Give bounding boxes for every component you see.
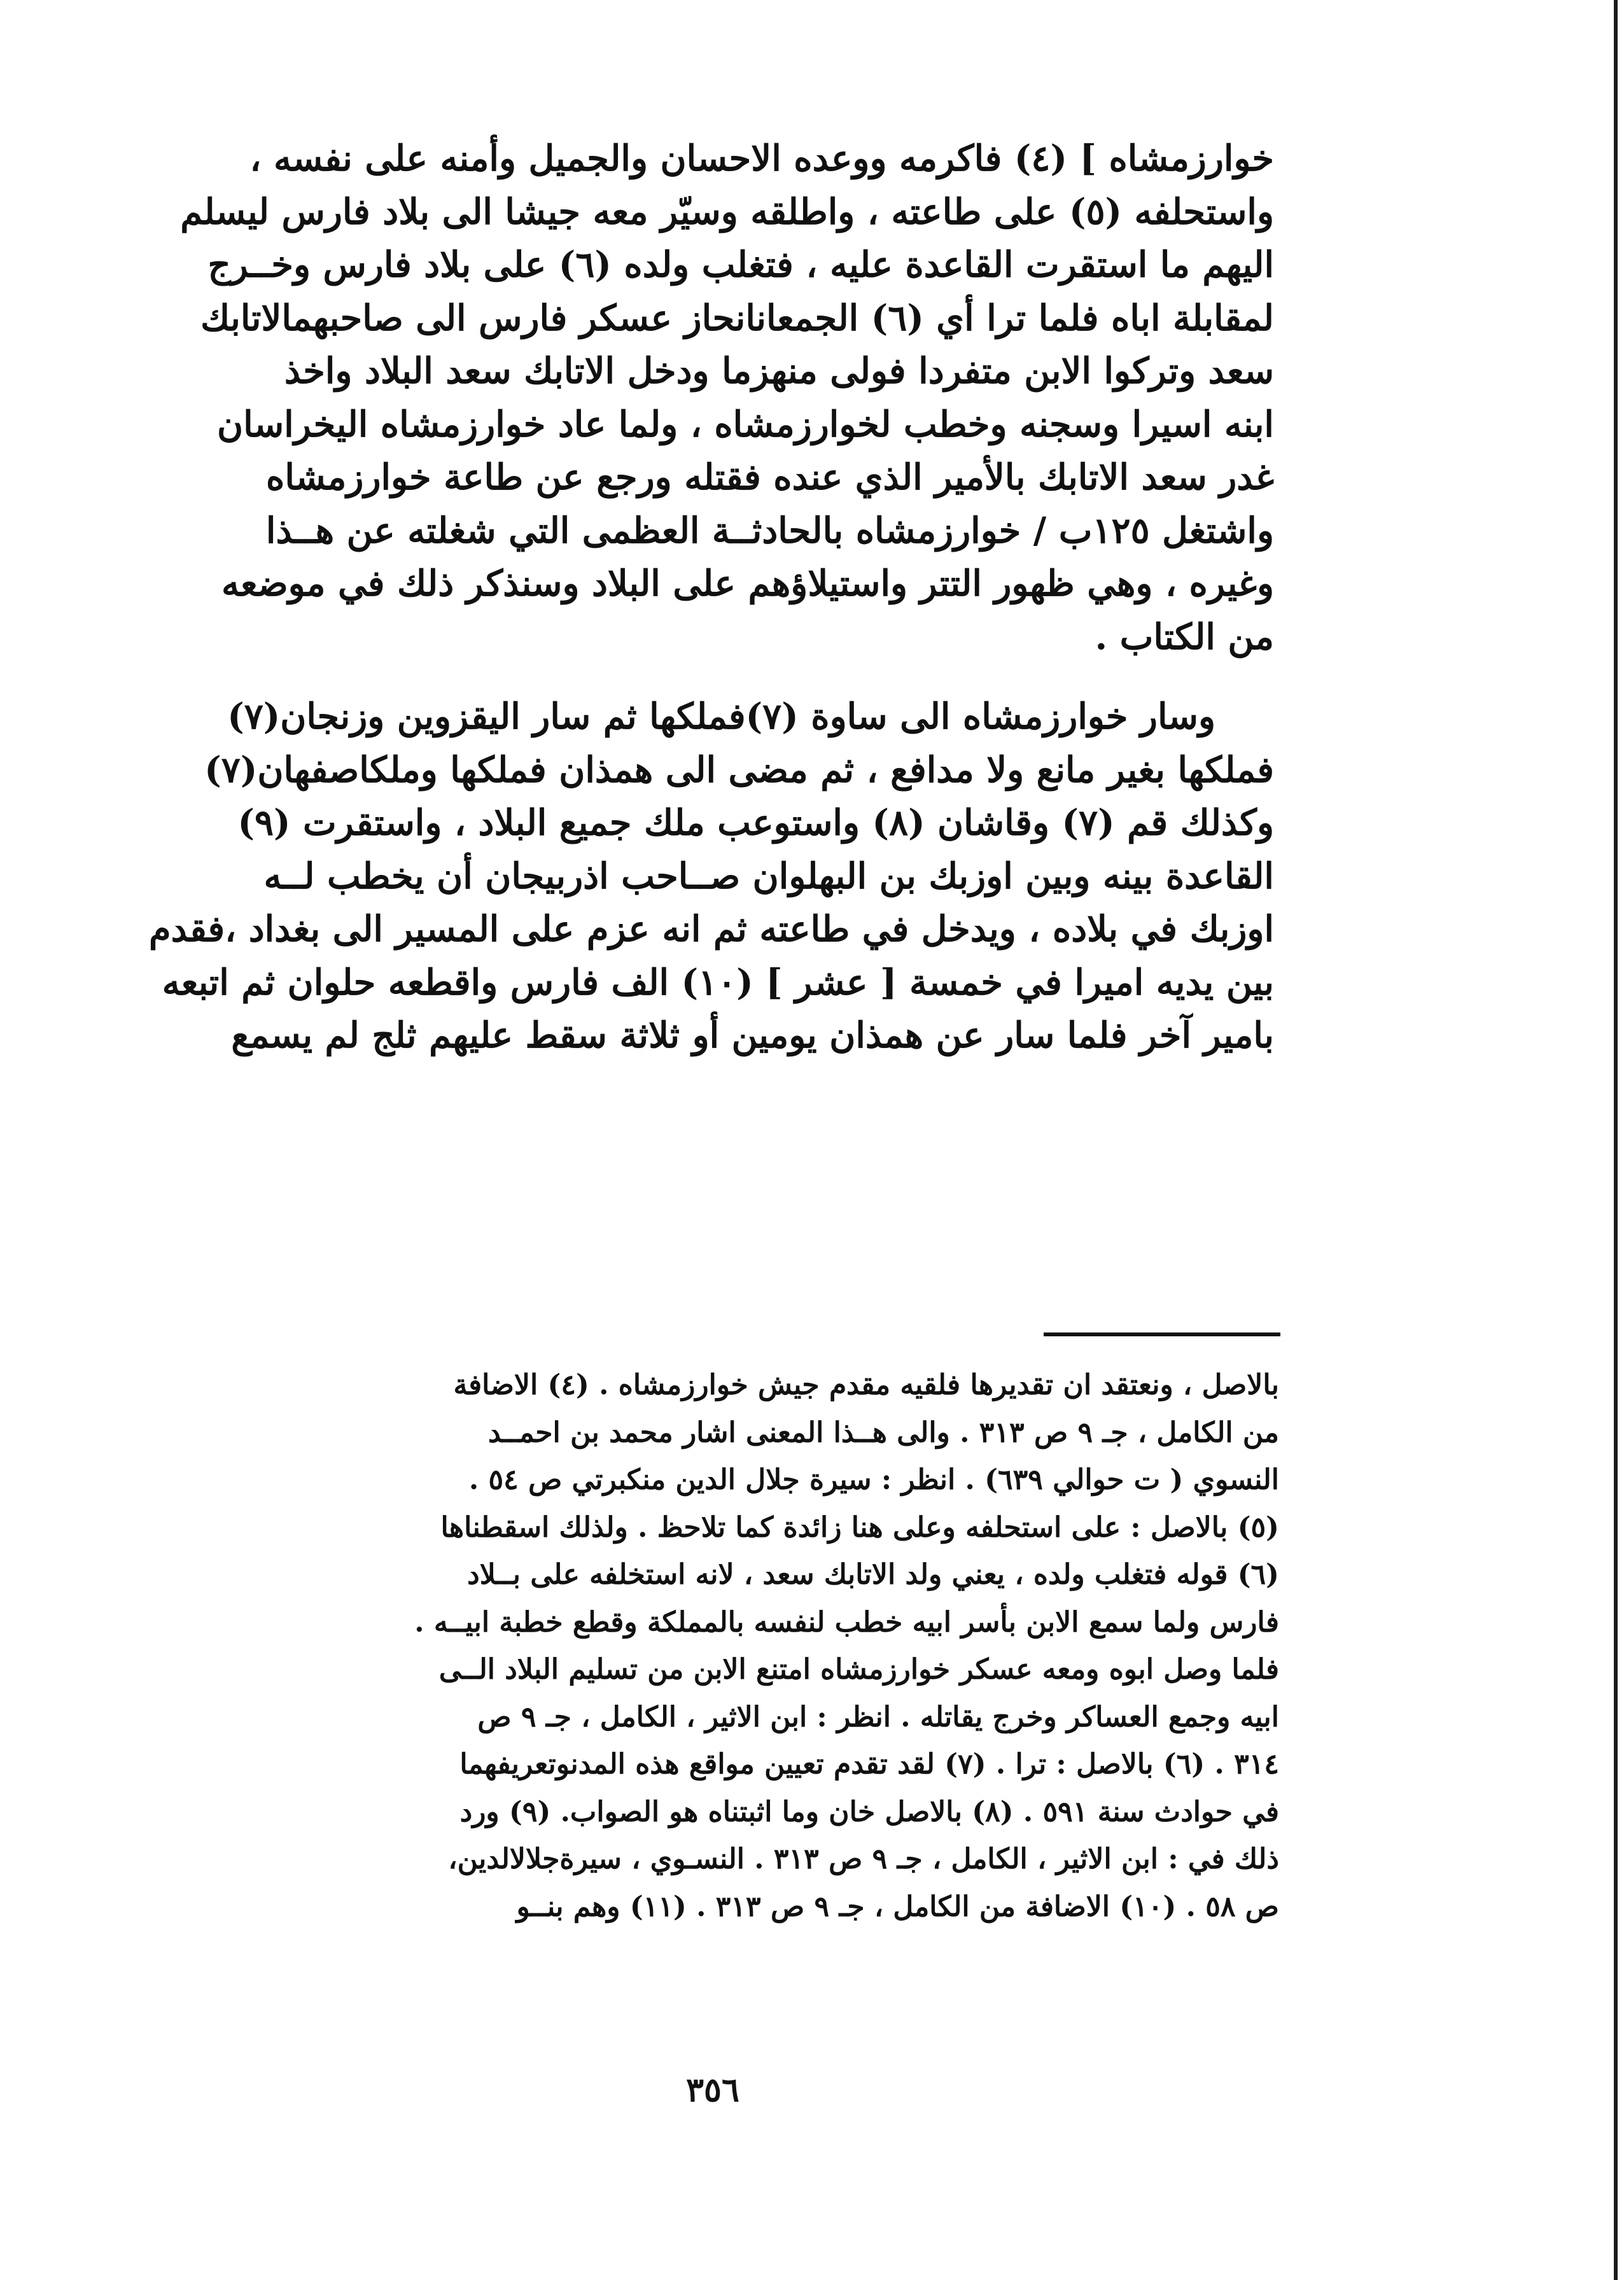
main-text-line: القاعدة بينه وبين اوزبك بن البهلوان صــاحب اذربيجان أن يخطب لــه xyxy=(263,855,1274,897)
main-text-line: اليهم ما استقرت القاعدة عليه ، فتغلب ولده (٦) على بلاد فارس وخــرج xyxy=(207,244,1274,286)
main-text-line: وسار خوارزمشاه الى ساوة (٧)فملكها ثم سار اليقزوين وزنجان(٧) xyxy=(227,696,1215,738)
footnote-line: ٣١٤ . (٦) بالاصل : ترا . (٧) لقد تقدم تعيين مواقع هذه المدنوتعريفهما xyxy=(459,1748,1279,1780)
main-text-line: واستحلفه (٥) على طاعته ، واطلقه وسيّر معه جيشا الى بلاد فارس ليسلم xyxy=(180,190,1274,233)
footnote-line: ذلك في : ابن الاثير ، الكامل ، جـ ٩ ص ٣١٣ . النسـوي ، سيرةجلالالدين، xyxy=(448,1843,1279,1875)
main-text-line: فملكها بغير مانع ولا مدافع ، ثم مضى الى همذان فملكها وملكاصفهان(٧) xyxy=(204,748,1274,791)
footnote-line: (٦) قوله فتغلب ولده ، يعني ولد الاتابك سعد ، لانه استخلفه على بــلاد xyxy=(467,1558,1279,1591)
footnote-line: فلما وصل ابوه ومعه عسكر خوارزمشاه امتنع الابن من تسليم البلاد الــى xyxy=(438,1653,1279,1686)
main-text-block xyxy=(118,132,1274,1063)
page-edge-rule xyxy=(1614,0,1618,2280)
main-text-line: بامير آخر فلما سار عن همذان يومين أو ثلاثة سقط عليهم ثلج لم يسمع xyxy=(231,1014,1274,1056)
footnote-separator xyxy=(1044,1332,1280,1336)
main-text-line: لمقابلة اباه فلما ترا أي (٦) الجمعانانحاز عسكر فارس الى صاحبهمالاتابك xyxy=(200,297,1274,339)
footnote-line: النسوي ( ت حوالي ٦٣٩) . انظر : سيرة جلال الدين منكبرتي ص ٥٤ . xyxy=(468,1464,1279,1496)
footnote-line: ابيه وجمع العساكر وخرج يقاتله . انظر : ابن الاثير ، الكامل ، جـ ٩ ص xyxy=(477,1700,1279,1733)
main-text-line: سعد وتركوا الابن متفردا فولى منهزما ودخل الاتابك سعد البلاد واخذ xyxy=(284,350,1274,392)
main-text-line: وغيره ، وهي ظهور التتر واستيلاؤهم على البلاد وسنذكر ذلك في موضعه xyxy=(221,563,1274,605)
footnote-line: ص ٥٨ . (١٠) الاضافة من الكامل ، جـ ٩ ص ٣١٣ . (١١) وهم بنــو xyxy=(516,1890,1279,1923)
main-text-line: اوزبك في بلاده ، ويدخل في طاعته ثم انه عزم على المسير الى بغداد ،فقدم xyxy=(148,908,1274,950)
footnote-line: بالاصل ، ونعتقد ان تقديرها فلقيه مقدم جيش خوارزمشاه . (٤) الاضافة xyxy=(453,1369,1279,1401)
footnote-line: (٥) بالاصل : على استحلفه وعلى هنا زائدة كما تلاحظ . ولذلك اسقطناها xyxy=(440,1511,1279,1544)
main-text-line: ابنه اسيرا وسجنه وخطب لخوارزمشاه ، ولما عاد خوارزمشاه اليخراسان xyxy=(217,403,1274,445)
main-text-line: خوارزمشاه ] (٤) فاكرمه ووعده الاحسان والجميل وأمنه على نفسه ، xyxy=(249,137,1274,179)
footnote-line: من الكامل ، جـ ٩ ص ٣١٣ . والى هــذا المعنى اشار محمد بن احمــد xyxy=(488,1416,1279,1449)
footnote-line: فارس ولما سمع الابن بأسر ابيه خطب لنفسه بالمملكة وقطع خطبة ابيــه . xyxy=(414,1605,1279,1639)
footnote-line: في حوادث سنة ٥٩١ . (٨) بالاصل خان وما اثبتناه هو الصواب. (٩) ورد xyxy=(459,1795,1279,1828)
page-number: ٣٥٦ xyxy=(686,2071,739,2109)
paragraph-gap xyxy=(118,664,1274,690)
footnotes-block xyxy=(121,1362,1279,1931)
main-text-line: واشتغل ١٢٥ب / خوارزمشاه بالحادثــة العظمى التي شغلته عن هــذا xyxy=(265,509,1274,552)
main-text-line: وكذلك قم (٧) وقاشان (٨) واستوعب ملك جميع البلاد ، واستقرت (٩) xyxy=(237,802,1274,844)
main-text-line: بين يديه اميرا في خمسة [ عشر ] (١٠) الف فارس واقطعه حلوان ثم اتبعه xyxy=(162,961,1274,1004)
main-text-line: غدر سعد الاتابك بالأمير الذي عنده فقتله ورجع عن طاعة خوارزمشاه xyxy=(266,456,1274,498)
main-text-line: من الكتاب . xyxy=(1095,615,1274,658)
